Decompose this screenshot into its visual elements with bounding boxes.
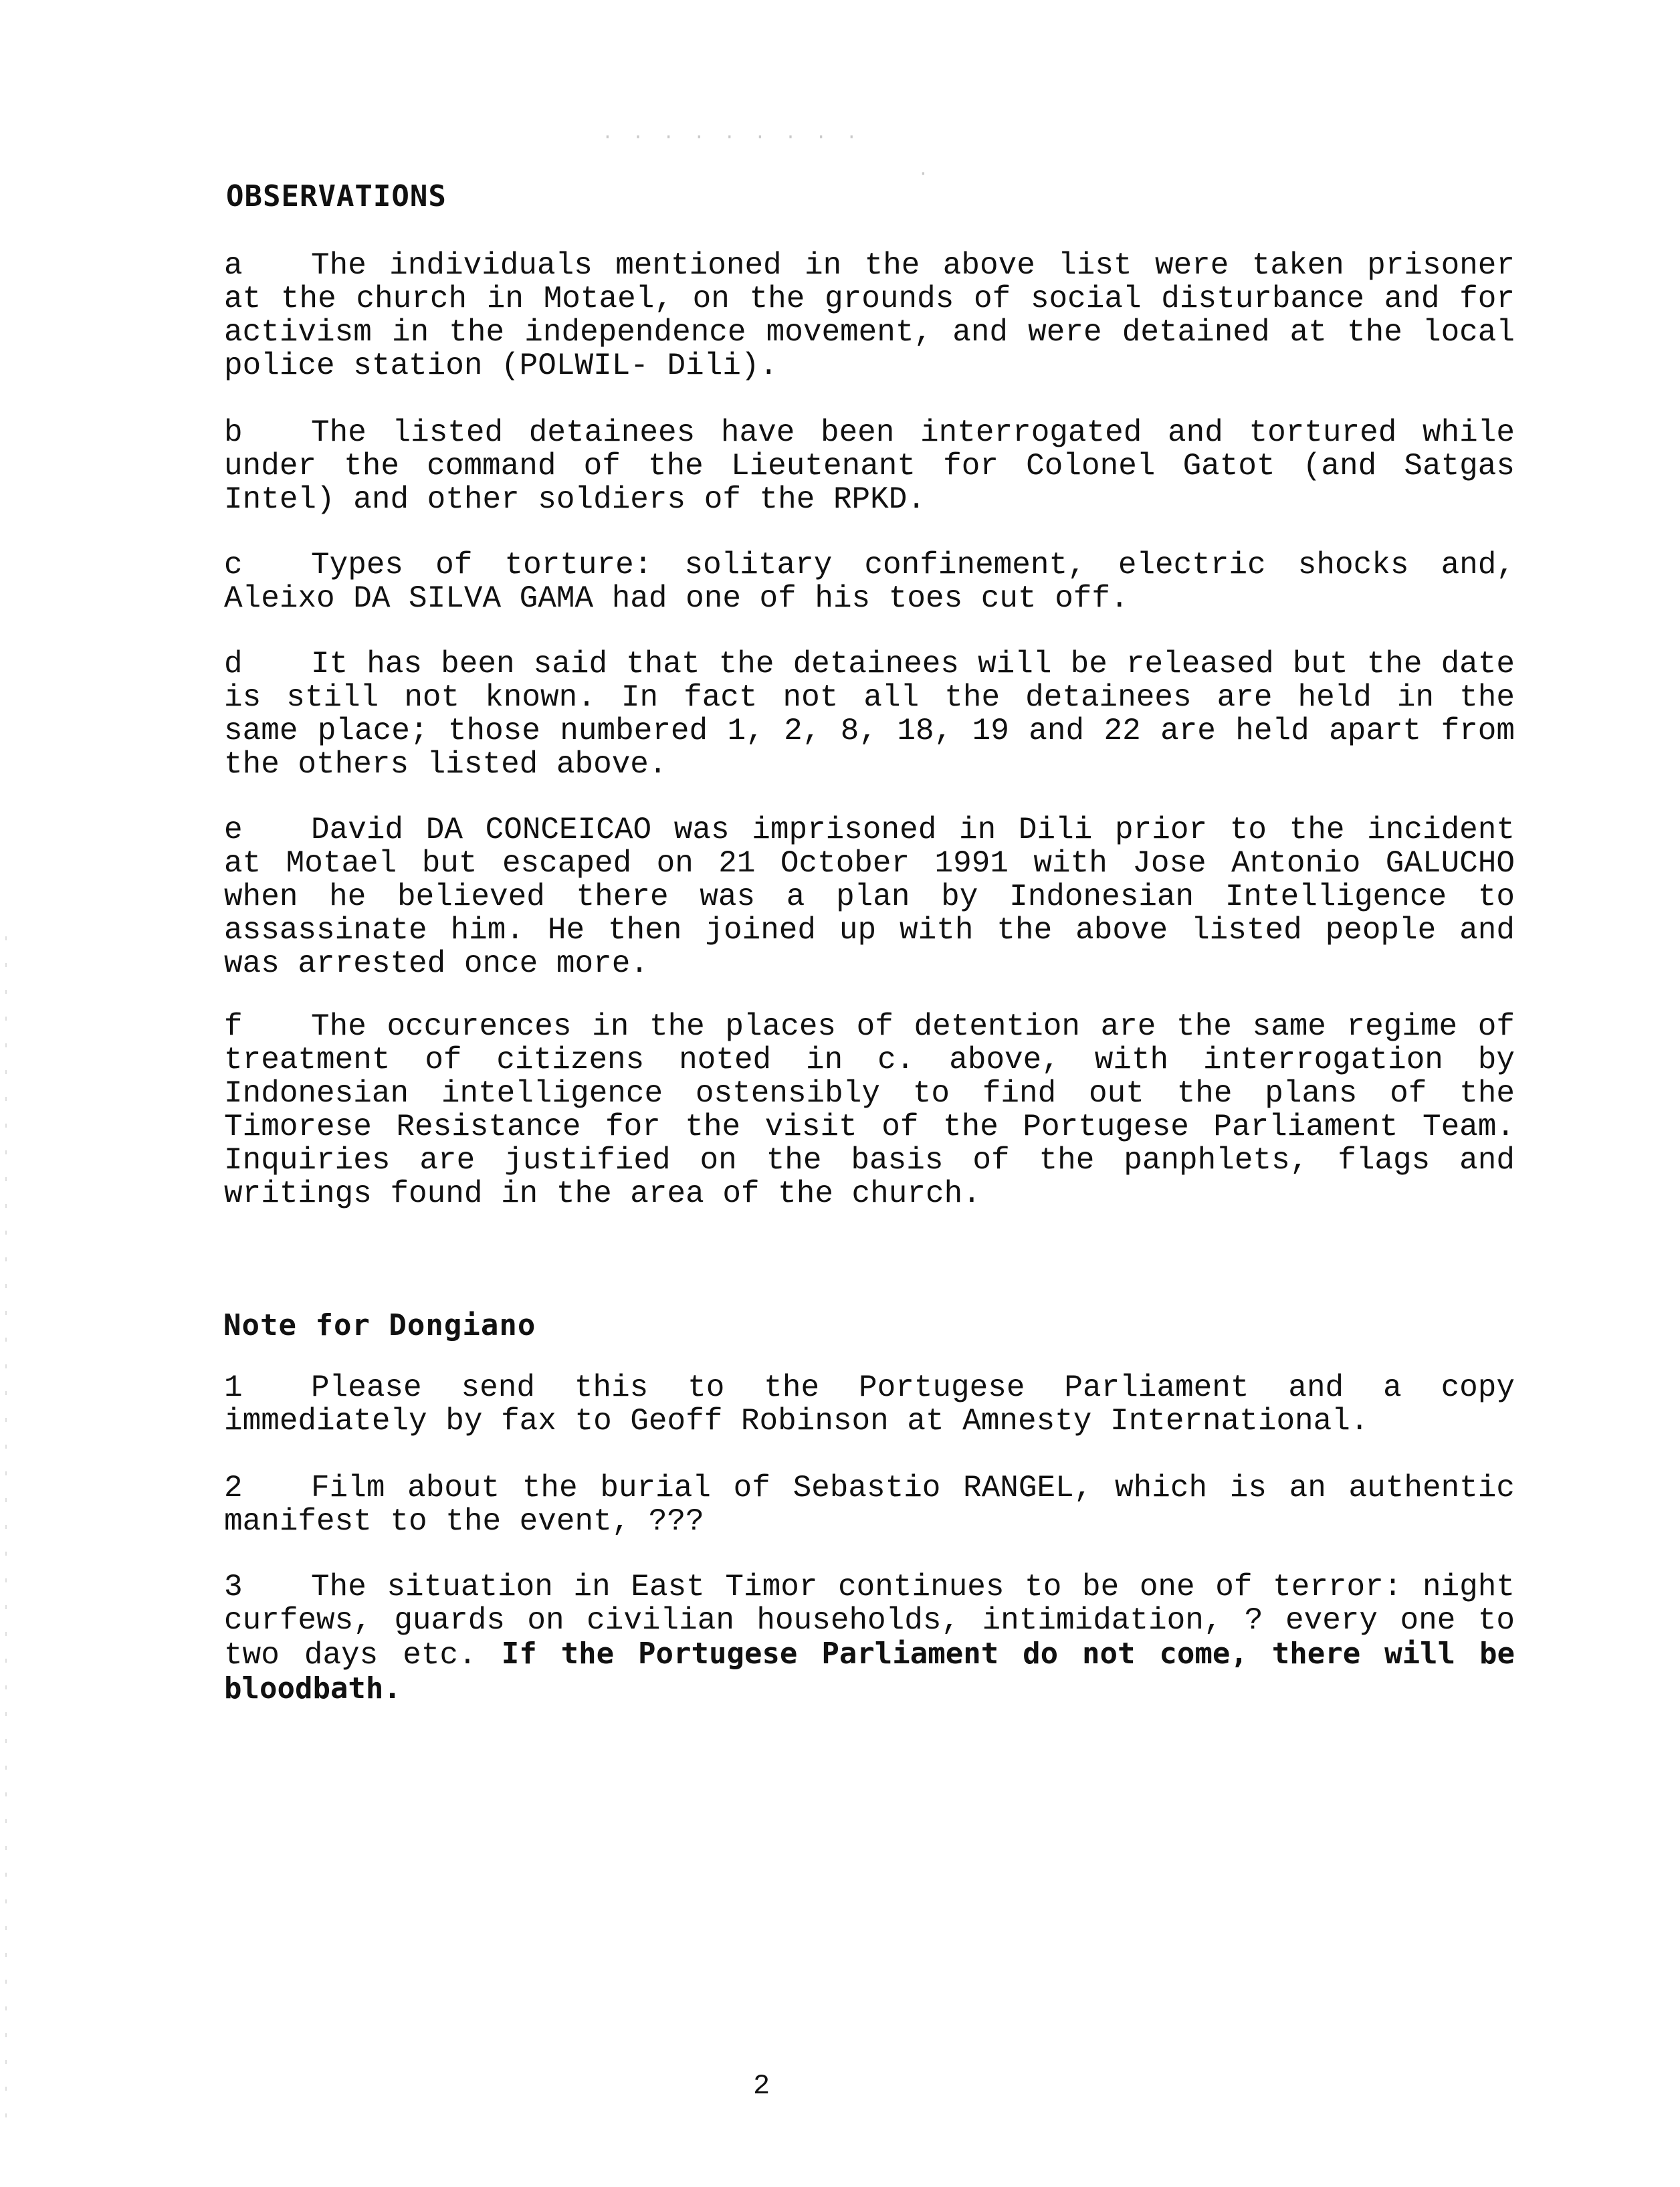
observation-marker: c [224,548,243,583]
scan-edge [5,936,7,2140]
observation-marker: d [224,647,243,682]
note-item-1 [224,1371,1515,1438]
scan-smudge: · [918,164,933,185]
observation-f [224,1010,1515,1211]
observations-heading: OBSERVATIONS [226,179,447,213]
note-text: The situation in East Timor continues to be one of terror: night curfews, guards on civilian households, intimidation, ? every one to two days etc. [224,1570,1515,1673]
observation-text: The listed detainees have been interrogated and tortured while under the command of the Lieutenant for Colonel Gatot (and Satgas Intel) and other soldiers of the RPKD. [224,415,1515,517]
note-marker: 1 [224,1370,243,1405]
note-bold-warning: If the Portugese Parliament do not come, there will be bloodbath. [224,1637,1515,1705]
observation-text: Types of torture: solitary confinement, electric shocks and, Aleixo DA SILVA GAMA had one of his toes cut off. [224,548,1515,616]
observation-text: The individuals mentioned in the above list were taken prisoner at the church in Motael, on the grounds of social disturbance and for activism in the independence movement, and were detained at the local police station (POLWIL- Dili). [224,248,1515,383]
observation-d [224,647,1515,781]
observation-c [224,548,1515,615]
note-heading: Note for Dongiano [223,1308,536,1342]
note-marker: 2 [224,1471,243,1505]
note-item-2 [224,1471,1515,1538]
note-marker: 3 [224,1570,243,1604]
observation-marker: b [224,415,243,450]
observation-text: It has been said that the detainees will be released but the date is still not known. In fact not all the detainees are held in the same place; those numbered 1, 2, 8, 18, 19 and 22 are held apart from the others listed above. [224,647,1515,782]
observation-marker: f [224,1009,243,1044]
note-item-3 [224,1570,1515,1707]
observation-b [224,416,1515,516]
scan-smudge: · · · · · · · · · [602,127,861,148]
observation-text: The occurences in the places of detention are the same regime of treatment of citizens noted in c. above, with interrogation by Indonesian intelligence ostensibly to find out the plans of the Timorese Resistance for the visit of the Portugese Parliament Team. Inquiries are justified on the basis of the panphlets, flags and writings found in the area of the church. [224,1009,1515,1211]
observation-a [224,249,1515,383]
observation-text: David DA CONCEICAO was imprisoned in Dili prior to the incident at Motael but escaped on 21 October 1991 with Jose Antonio GALUCHO when he believed there was a plan by Indonesian Intelligence to assassinate him. He then joined up with the above listed people and was arrested once more. [224,813,1515,981]
observation-marker: e [224,813,243,847]
observation-marker: a [224,248,243,283]
observation-e [224,813,1515,980]
note-text: Film about the burial of Sebastio RANGEL, which is an authentic manifest to the event, ??? [224,1471,1515,1539]
note-text: Please send this to the Portugese Parliament and a copy immediately by fax to Geoff Robinson at Amnesty International. [224,1370,1515,1439]
page-number: 2 [753,2070,770,2102]
